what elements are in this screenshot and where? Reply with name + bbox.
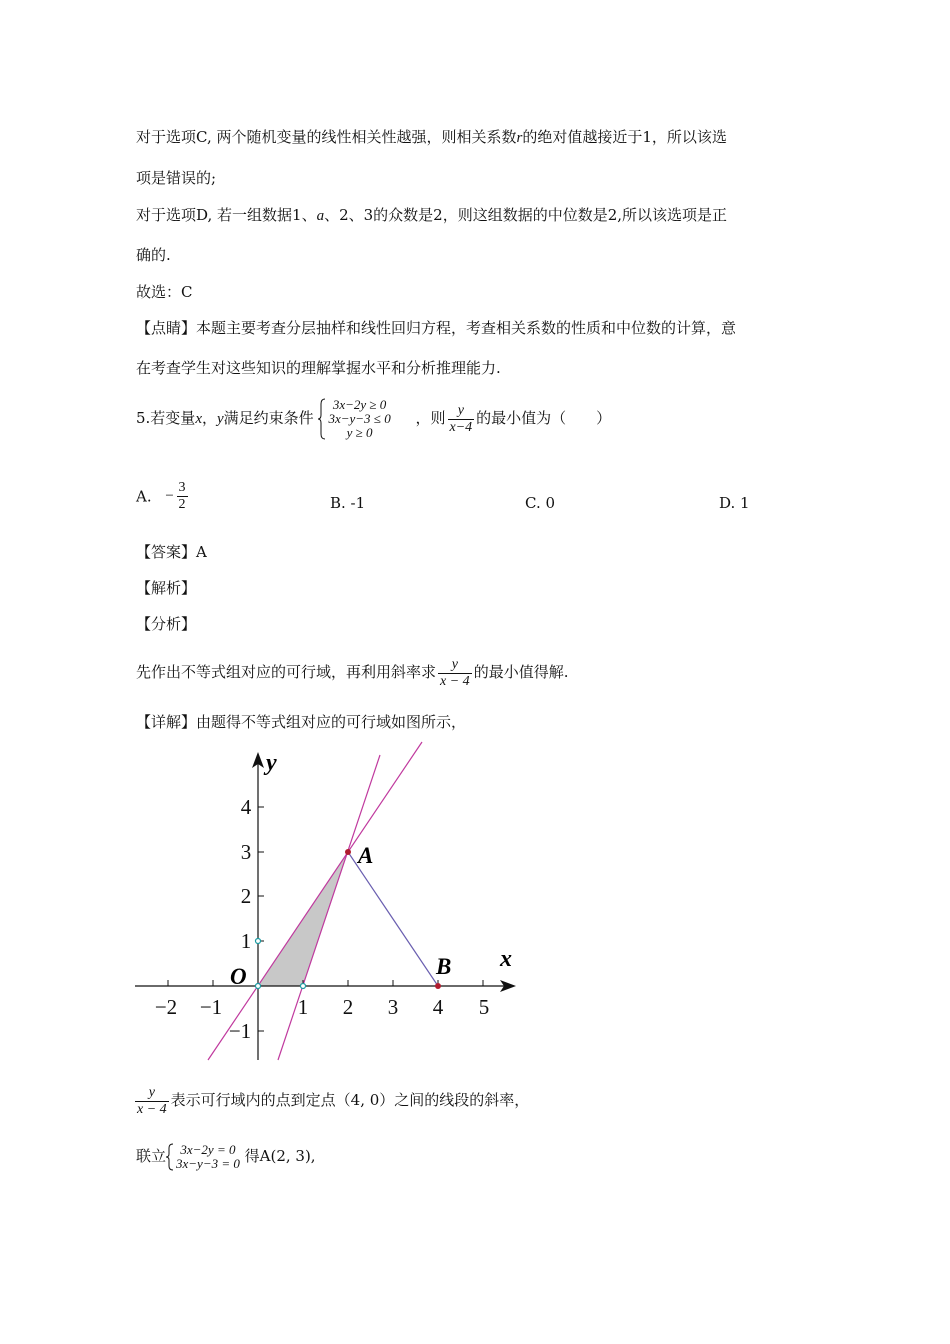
comment-line-1: 【点睛】本题主要考查分层抽样和线性回归方程，考查相关系数的性质和中位数的计算，意 [136, 319, 737, 337]
text: 先作出不等式组对应的可行域，再利用斜率求 [136, 663, 437, 681]
text: 的最小值为（ ） [476, 409, 612, 427]
brace-icon [166, 1143, 174, 1171]
segment-ab [348, 852, 438, 986]
text: ，则 [415, 409, 446, 427]
choose-line: 故选：C [136, 283, 193, 301]
x-tick-label: −2 [154, 995, 178, 1019]
detail-line: 【详解】由题得不等式组对应的可行域如图所示， [136, 713, 467, 731]
brace-icon [318, 398, 326, 440]
paragraph-option-c-cont: 项是错误的; [136, 169, 217, 187]
text: 满足约束条件 [223, 409, 314, 427]
slope-line [133, 1078, 529, 1122]
constraint-3: y ≥ 0 [346, 425, 373, 440]
text: 表示可行域内的点到定点（4, 0）之间的线段的斜率， [170, 1091, 530, 1109]
equation-1: 3x−2y = 0 [180, 1142, 236, 1157]
numerator: 3 [178, 480, 186, 495]
paragraph-option-c [136, 127, 727, 148]
option-label: A. [136, 487, 152, 506]
x-tick-label: −1 [199, 995, 223, 1019]
option-c: C. 0 [525, 494, 556, 512]
sign: − [164, 488, 175, 504]
x-tick-label: 2 [342, 995, 354, 1019]
fenxi-heading: 【分析】 [136, 615, 197, 633]
numerator: y [148, 1084, 155, 1100]
denominator: x − 4 [137, 1101, 167, 1117]
line-3x-y-3 [278, 755, 380, 1060]
text: 得A(2, 3), [239, 1147, 316, 1165]
point-a-label: A [358, 843, 374, 868]
text: ， [201, 409, 217, 427]
constraint-2: 3x−y−3 ≤ 0 [328, 411, 391, 426]
point-x-intercept [301, 984, 306, 989]
point-b [435, 983, 441, 989]
point-origin [256, 984, 261, 989]
solve-line [136, 1138, 316, 1174]
var-r: r [516, 130, 523, 146]
denominator: 2 [178, 497, 186, 512]
option-a [136, 480, 190, 513]
text: 对于选项D, 若一组数据1、 [136, 206, 317, 224]
fraction [448, 403, 475, 436]
y-tick-label: 4 [240, 795, 252, 819]
answer-line: 【答案】A [136, 543, 207, 561]
var-x: x [195, 411, 202, 427]
y-tick-label: 2 [240, 884, 252, 908]
comment-line-2: 在考查学生对这些知识的理解掌握水平和分析推理能力. [136, 359, 501, 377]
feasible-region-graph [125, 740, 535, 1070]
question-5 [136, 396, 611, 441]
point-b-label: B [436, 954, 452, 979]
y-tick-label: 3 [240, 840, 252, 864]
denominator: x−4 [449, 419, 473, 435]
x-tick-label: 1 [297, 995, 309, 1019]
x-axis-label: x [500, 946, 512, 972]
x-tick-label: 4 [432, 995, 444, 1019]
denominator: x − 4 [440, 673, 470, 689]
text: 、2、3的众数是2，则这组数据的中位数是2,所以该选项是正 [324, 206, 728, 224]
equation-system [166, 1143, 240, 1171]
text: 对于选项C, 两个随机变量的线性相关性越强，则相关系数 [136, 128, 517, 146]
numerator: y [457, 402, 464, 418]
analysis-line [136, 652, 568, 692]
x-tick-label: 5 [478, 995, 490, 1019]
origin-label: O [230, 964, 247, 989]
equation-2: 3x−y−3 = 0 [176, 1156, 240, 1171]
paragraph-option-d [136, 205, 727, 226]
text: 的最小值得解. [473, 663, 569, 681]
constraint-1: 3x−2y ≥ 0 [332, 397, 387, 412]
fraction [438, 657, 472, 690]
option-d: D. 1 [719, 494, 750, 512]
fraction [177, 480, 188, 513]
text: 联立 [136, 1147, 167, 1165]
paragraph-option-d-cont: 确的. [136, 246, 171, 264]
option-b: B. -1 [330, 494, 366, 512]
constraint-system [318, 398, 390, 440]
fraction [135, 1085, 169, 1118]
y-tick-label: −1 [228, 1019, 252, 1043]
text: 5.若变量 [136, 409, 196, 427]
var-a: a [316, 208, 325, 224]
jiexi-heading: 【解析】 [136, 579, 197, 597]
text: 的绝对值越接近于1，所以该选 [522, 128, 727, 146]
var-y: y [217, 411, 224, 427]
y-tick-label: 1 [240, 929, 252, 953]
numerator: y [451, 656, 458, 672]
point-y-intercept [256, 939, 261, 944]
x-tick-label: 3 [387, 995, 399, 1019]
y-axis-label: y [266, 750, 277, 776]
point-a [345, 849, 351, 855]
